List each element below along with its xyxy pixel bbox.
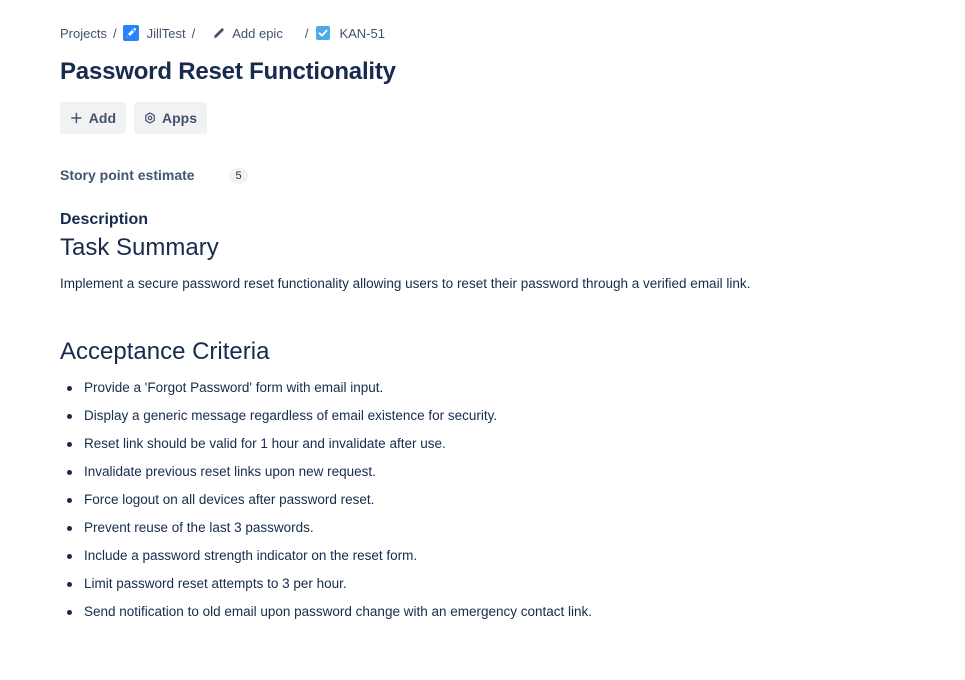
- list-item: Invalidate previous reset links upon new request.: [60, 462, 592, 490]
- acceptance-criteria-list: [60, 378, 592, 630]
- list-item: Include a password strength indicator on the reset form.: [60, 546, 592, 574]
- list-item: Prevent reuse of the last 3 passwords.: [60, 518, 592, 546]
- task-summary-heading: Task Summary: [60, 234, 219, 261]
- apps-button[interactable]: [134, 102, 207, 134]
- story-point-value[interactable]: 5: [229, 168, 248, 184]
- pencil-icon: [213, 27, 225, 39]
- add-button[interactable]: [60, 102, 126, 134]
- list-item: Provide a 'Forgot Password' form with email input.: [60, 378, 592, 406]
- breadcrumb-projects[interactable]: Projects: [60, 25, 107, 41]
- acceptance-criteria-heading: Acceptance Criteria: [60, 338, 270, 365]
- breadcrumb-project-name: JillTest: [146, 25, 186, 41]
- story-point-label: Story point estimate: [60, 167, 195, 183]
- plus-icon: [70, 111, 83, 125]
- list-item: Send notification to old email upon password change with an emergency contact link.: [60, 602, 592, 630]
- add-epic-link[interactable]: [213, 26, 283, 41]
- breadcrumb-separator: /: [112, 25, 117, 41]
- breadcrumb: [60, 24, 385, 42]
- apps-gear-icon: [144, 111, 156, 125]
- task-summary-text: Implement a secure password reset functionality allowing users to reset their password through a verified email link.: [60, 276, 751, 291]
- apps-button-label: Apps: [162, 110, 197, 126]
- add-button-label: Add: [88, 110, 116, 126]
- list-item: Limit password reset attempts to 3 per hour.: [60, 574, 592, 602]
- list-item: Reset link should be valid for 1 hour and invalidate after use.: [60, 434, 592, 462]
- description-label: Description: [60, 211, 149, 228]
- breadcrumb-separator: /: [304, 25, 309, 41]
- breadcrumb-issue[interactable]: [316, 26, 385, 41]
- list-item: Force logout on all devices after password reset.: [60, 490, 592, 518]
- list-item: Display a generic message regardless of email existence for security.: [60, 406, 592, 434]
- task-checkbox-icon: [316, 26, 330, 40]
- breadcrumb-separator: /: [191, 25, 196, 41]
- add-epic-label: Add epic: [232, 25, 283, 41]
- project-rocket-icon: [123, 25, 139, 41]
- issue-key: KAN-51: [339, 25, 385, 41]
- issue-title[interactable]: Password Reset Functionality: [60, 58, 396, 85]
- breadcrumb-project[interactable]: [123, 25, 186, 41]
